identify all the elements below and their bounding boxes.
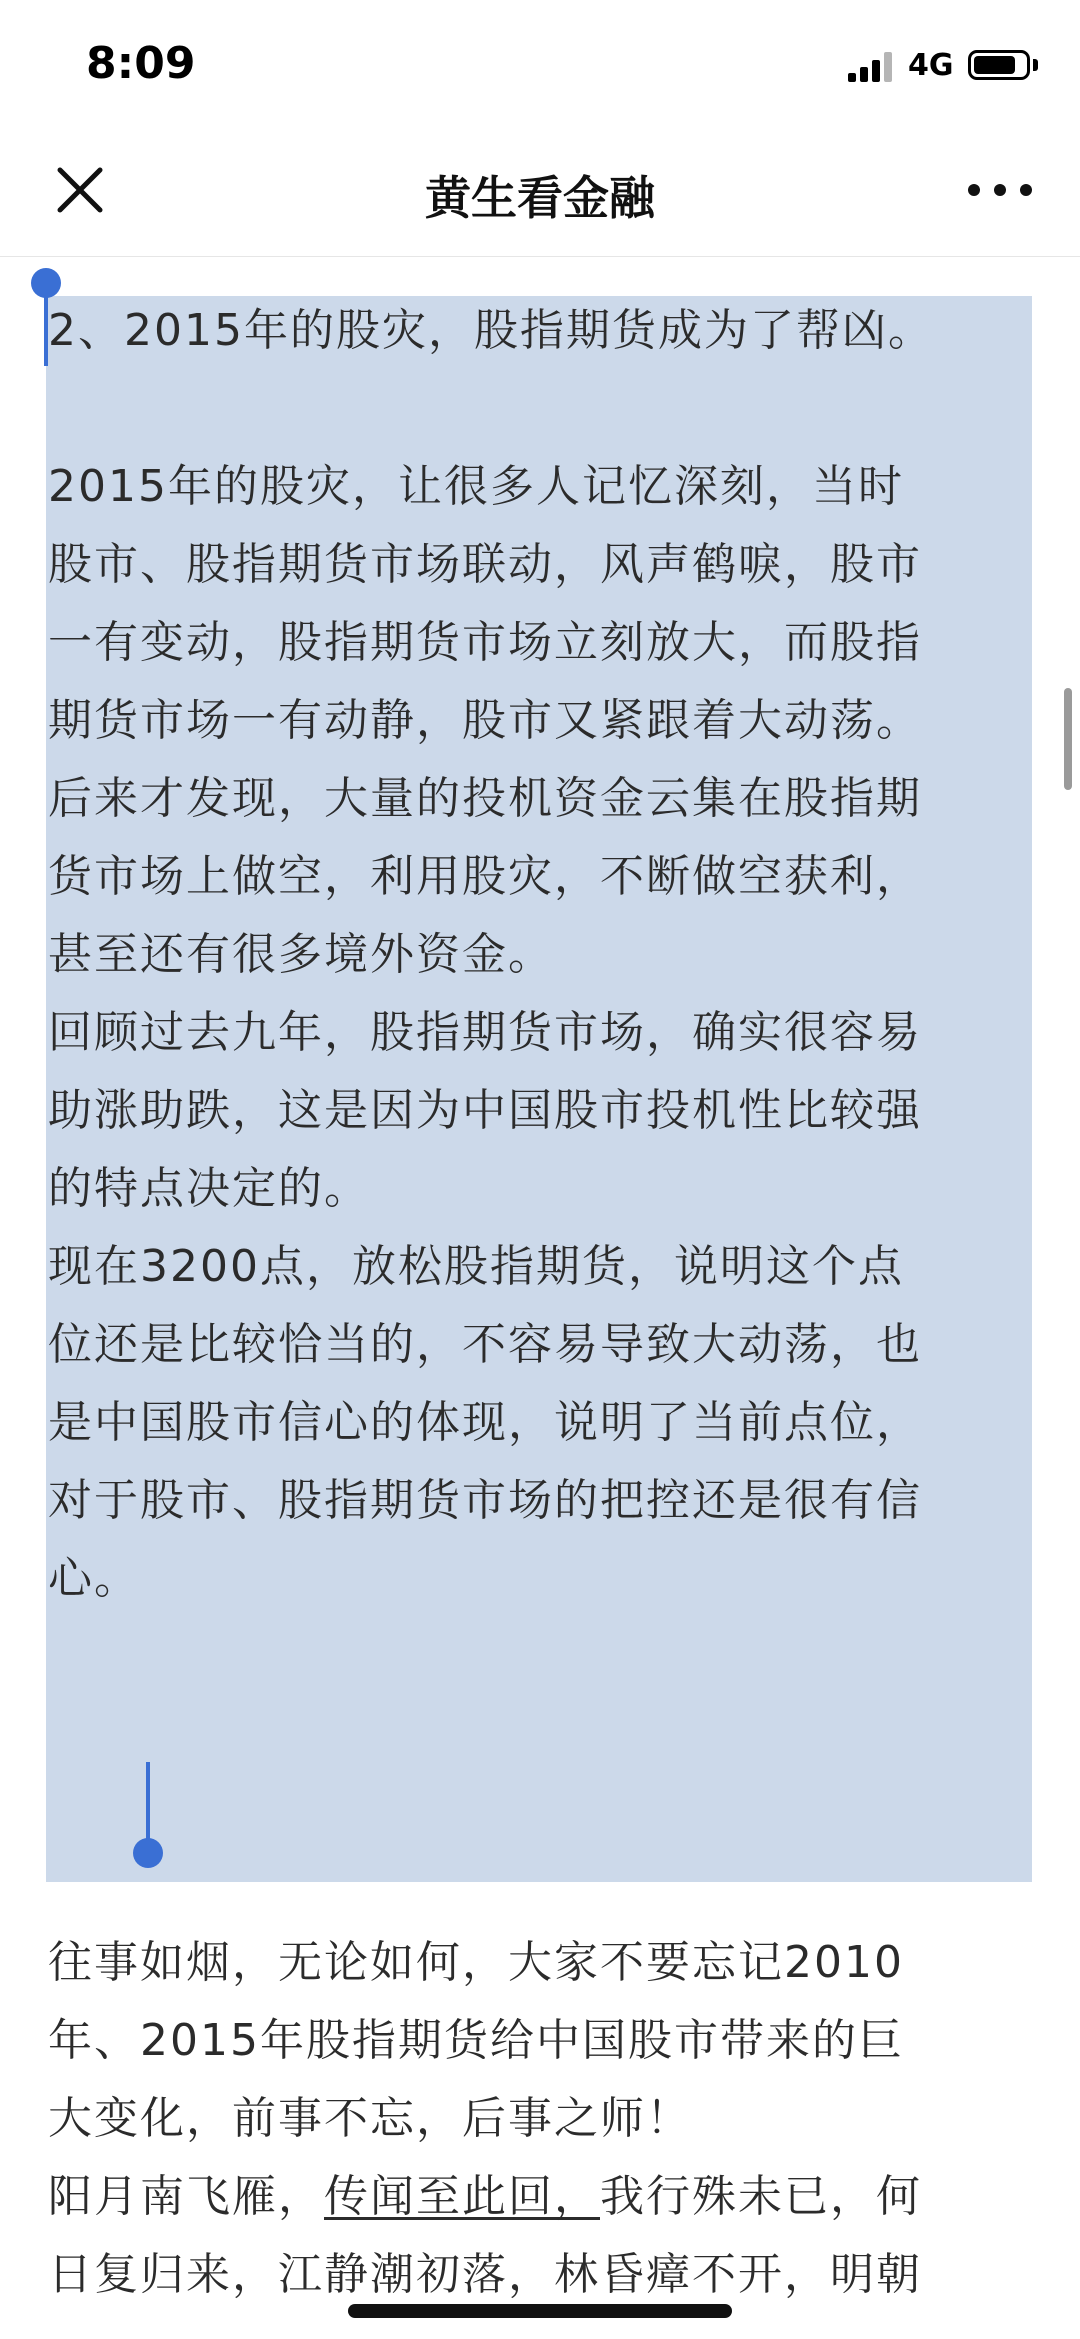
text-line: 期货市场一有动静，股市又紧跟着大动荡。: [48, 695, 922, 746]
text-line: 年、2015年股指期货给中国股市带来的巨: [48, 2015, 904, 2066]
poem-underlined: 传闻至此回，: [324, 2171, 600, 2222]
status-time: 8:09: [86, 38, 196, 89]
text-line: 一有变动，股指期货市场立刻放大，而股指: [48, 617, 922, 668]
nav-bar: [0, 130, 1080, 257]
text-line: 心。: [48, 1553, 140, 1604]
selection-end-handle[interactable]: [133, 1838, 163, 1868]
network-label: 4G: [908, 48, 954, 83]
paragraph-2: [48, 448, 1038, 760]
text-line: 货市场上做空，利用股灾，不断做空获利，: [48, 851, 922, 902]
paragraph-6: [48, 1924, 1038, 2158]
poem-prefix: 阳月南飞雁，: [48, 2171, 324, 2222]
text-line: [48, 2158, 1038, 2236]
status-bar: [0, 0, 1080, 130]
signal-icon: [848, 52, 894, 82]
text-line: 是中国股市信心的体现，说明了当前点位，: [48, 1397, 922, 1448]
article-body[interactable]: [0, 256, 1080, 2339]
paragraph-4: [48, 994, 1038, 1228]
text-line: 后来才发现，大量的投机资金云集在股指期: [48, 773, 922, 824]
text-line: 2015年的股灾，让很多人记忆深刻，当时: [48, 461, 904, 512]
text-line: 股市、股指期货市场联动，风声鹤唳，股市: [48, 539, 922, 590]
text-line: 日复归来，江静潮初落，林昏瘴不开，明朝: [48, 2249, 922, 2300]
battery-icon: [968, 50, 1030, 80]
text-line: 的特点决定的。: [48, 1163, 370, 1214]
text-line: 甚至还有很多境外资金。: [48, 929, 554, 980]
paragraph-1: [48, 292, 1038, 370]
text-line: 回顾过去九年，股指期货市场，确实很容易: [48, 1007, 922, 1058]
paragraph-3: [48, 760, 1038, 994]
text-line: 对于股市、股指期货市场的把控还是很有信: [48, 1475, 922, 1526]
text-line: 大变化，前事不忘，后事之师！: [48, 2093, 692, 2144]
selection-start-handle[interactable]: [31, 268, 61, 298]
home-indicator[interactable]: [348, 2304, 732, 2318]
more-button[interactable]: [960, 160, 1040, 220]
paragraph-7: [48, 2158, 1038, 2314]
poem-suffix: 我行殊未已，何: [600, 2171, 922, 2222]
text-line: 往事如烟，无论如何，大家不要忘记2010: [48, 1937, 904, 1988]
scrollbar-thumb[interactable]: [1064, 688, 1072, 790]
battery-fill: [974, 56, 1015, 74]
text-line: 位还是比较恰当的，不容易导致大动荡，也: [48, 1319, 922, 1370]
text-line: 2、2015年的股灾，股指期货成为了帮凶。: [48, 305, 934, 356]
paragraph-5: [48, 1228, 1038, 1618]
battery-cap: [1033, 59, 1038, 71]
text-line: 助涨助跌，这是因为中国股市投机性比较强: [48, 1085, 922, 1136]
more-dots-icon: [960, 160, 1040, 220]
page-title: 黄生看金融: [425, 171, 655, 225]
text-line: 现在3200点，放松股指期货，说明这个点: [48, 1241, 904, 1292]
